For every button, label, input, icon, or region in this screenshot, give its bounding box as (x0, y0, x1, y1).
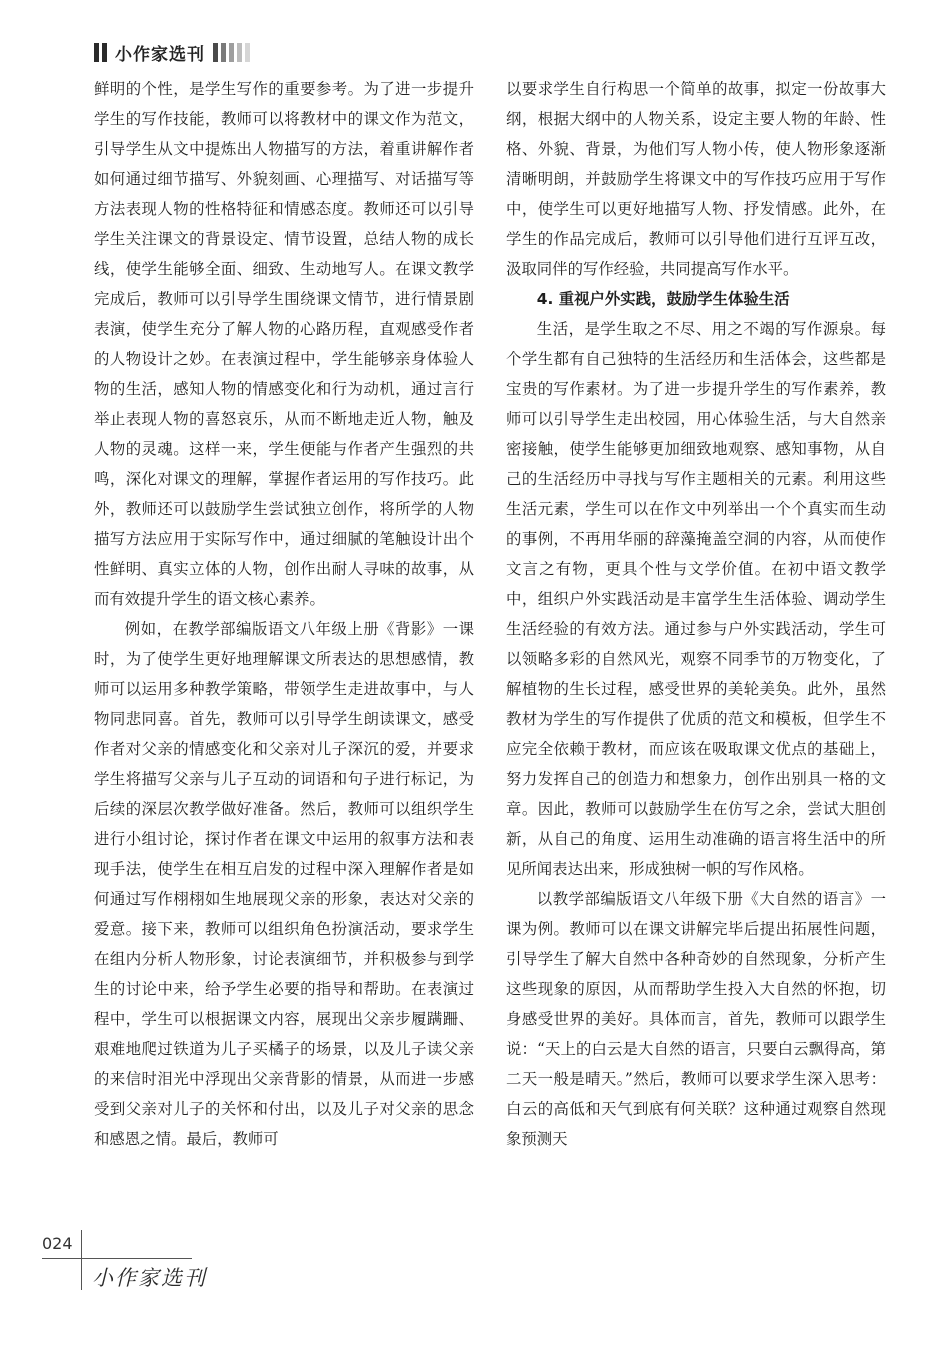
paragraph-continued-right: 以要求学生自行构思一个简单的故事，拟定一份故事大纲，根据大纲中的人物关系，设定主要人物的年龄、性格、外貌、背景，为他们写人物小传，使人物形象逐渐清晰明朗，并鼓励学生将课文中的写作技巧应用于写作中，使学生可以更好地描写人物、抒发情感。此外，在学生的作品完成后，教师可以引导他们进行互评互改，汲取同伴的写作经验，共同提高写作水平。 (506, 80, 886, 278)
right-column (506, 74, 886, 1154)
footer-logo: 小作家选刊 (92, 1266, 207, 1290)
paragraph-continued: 鲜明的个性，是学生写作的重要参考。为了进一步提升学生的写作技能，教师可以将教材中的课文作为范文，引导学生从文中提炼出人物描写的方法，着重讲解作者如何通过细节描写、外貌刻画、心理描写、对话描写等方法表现人物的性格特征和情感态度。教师还可以引导学生关注课文的背景设定、情节设置，总结人物的成长线，使学生能够全面、细致、生动地写人。在课文教学完成后，教师可以引导学生围绕课文情节，进行情景剧表演，使学生充分了解人物的心路历程，直观感受作者的人物设计之妙。在表演过程中，学生能够亲身体验人物的生活，感知人物的情感变化和行为动机，通过言行举止表现人物的喜怒哀乐，从而不断地走近人物，触及人物的灵魂。这样一来，学生便能与作者产生强烈的共鸣，深化对课文的理解，掌握作者运用的写作技巧。此外，教师还可以鼓励学生尝试独立创作，将所学的人物描写方法应用于实际写作中，通过细腻的笔触设计出个性鲜明、真实立体的人物，创作出耐人寻味的故事，从而有效提升学生的语文核心素养。 (94, 80, 474, 608)
footer-vertical-rule (81, 1230, 82, 1290)
paragraph-beiying-example: 例如，在教学部编版语文八年级上册《背影》一课时，为了使学生更好地理解课文所表达的思想感情，教师可以运用多种教学策略，带领学生走进故事中，与人物同悲同喜。首先，教师可以引导学生朗读课文，感受作者对父亲的情感变化和父亲对儿子深沉的爱，并要求学生将描写父亲与儿子互动的词语和句子进行标记，为后续的深层次教学做好准备。然后，教师可以组织学生进行小组讨论，探讨作者在课文中运用的叙事方法和表现手法，使学生在相互启发的过程中深入理解作者是如何通过写作栩栩如生地展现父亲的形象，表达对父亲的爱意。接下来，教师可以组织角色扮演活动，要求学生在组内分析人物形象，讨论表演细节，并积极参与到学生的讨论中来，给予学生必要的指导和帮助。在表演过程中，学生可以根据课文内容，展现出父亲步履蹒跚、艰难地爬过铁道为儿子买橘子的场景，以及儿子读父亲的来信时泪光中浮现出父亲背影的情景，从而进一步感受到父亲对儿子的关怀和付出，以及儿子对父亲的思念和感恩之情。最后，教师可 (94, 620, 474, 1148)
footer-horizontal-rule (42, 1258, 192, 1259)
page-number: 024 (42, 1234, 73, 1253)
running-header (94, 38, 250, 66)
section-heading: 4. 重视户外实践，鼓励学生体验生活 (536, 290, 790, 308)
header-bars-icon (94, 43, 107, 62)
paragraph-life-experience: 生活，是学生取之不尽、用之不竭的写作源泉。每个学生都有自己独特的生活经历和生活体会，这些都是宝贵的写作素材。为了进一步提升学生的写作素养，教师可以引导学生走出校园，用心体验生活，与大自然亲密接触，使学生能够更加细致地观察、感知事物，从自己的生活经历中寻找与写作主题相关的元素。利用这些生活元素，学生可以在作文中列举出一个个真实而生动的事例，不再用华丽的辞藻掩盖空洞的内容，从而使作文言之有物，更具个性与文学价值。在初中语文教学中，组织户外实践活动是丰富学生生活体验、调动学生生活经验的有效方法。通过参与户外实践活动，学生可以领略多彩的自然风光，观察不同季节的万物变化，了解植物的生长过程，感受世界的美轮美奂。此外，虽然教材为学生的写作提供了优质的范文和模板，但学生不应完全依赖于教材，而应该在吸取课文优点的基础上，努力发挥自己的创造力和想象力，创作出别具一格的文章。因此，教师可以鼓励学生在仿写之余，尝试大胆创新，从自己的角度、运用生动准确的语言将生活中的所见所闻表达出来，形成独树一帜的写作风格。 (506, 320, 886, 878)
paragraph-nature-example: 以教学部编版语文八年级下册《大自然的语言》一课为例。教师可以在课文讲解完毕后提出拓展性问题，引导学生了解大自然中各种奇妙的自然现象，分析产生这些现象的原因，从而帮助学生投入大自然的怀抱，切身感受世界的美好。具体而言，首先，教师可以跟学生说：“天上的白云是大自然的语言，只要白云飘得高，第二天一般是晴天。”然后，教师可以要求学生深入思考：白云的高低和天气到底有何关联？这种通过观察自然现象预测天 (506, 890, 886, 1148)
left-column (94, 74, 474, 1154)
header-fade-bars-icon (213, 43, 250, 62)
journal-title: 小作家选刊 (115, 44, 205, 65)
